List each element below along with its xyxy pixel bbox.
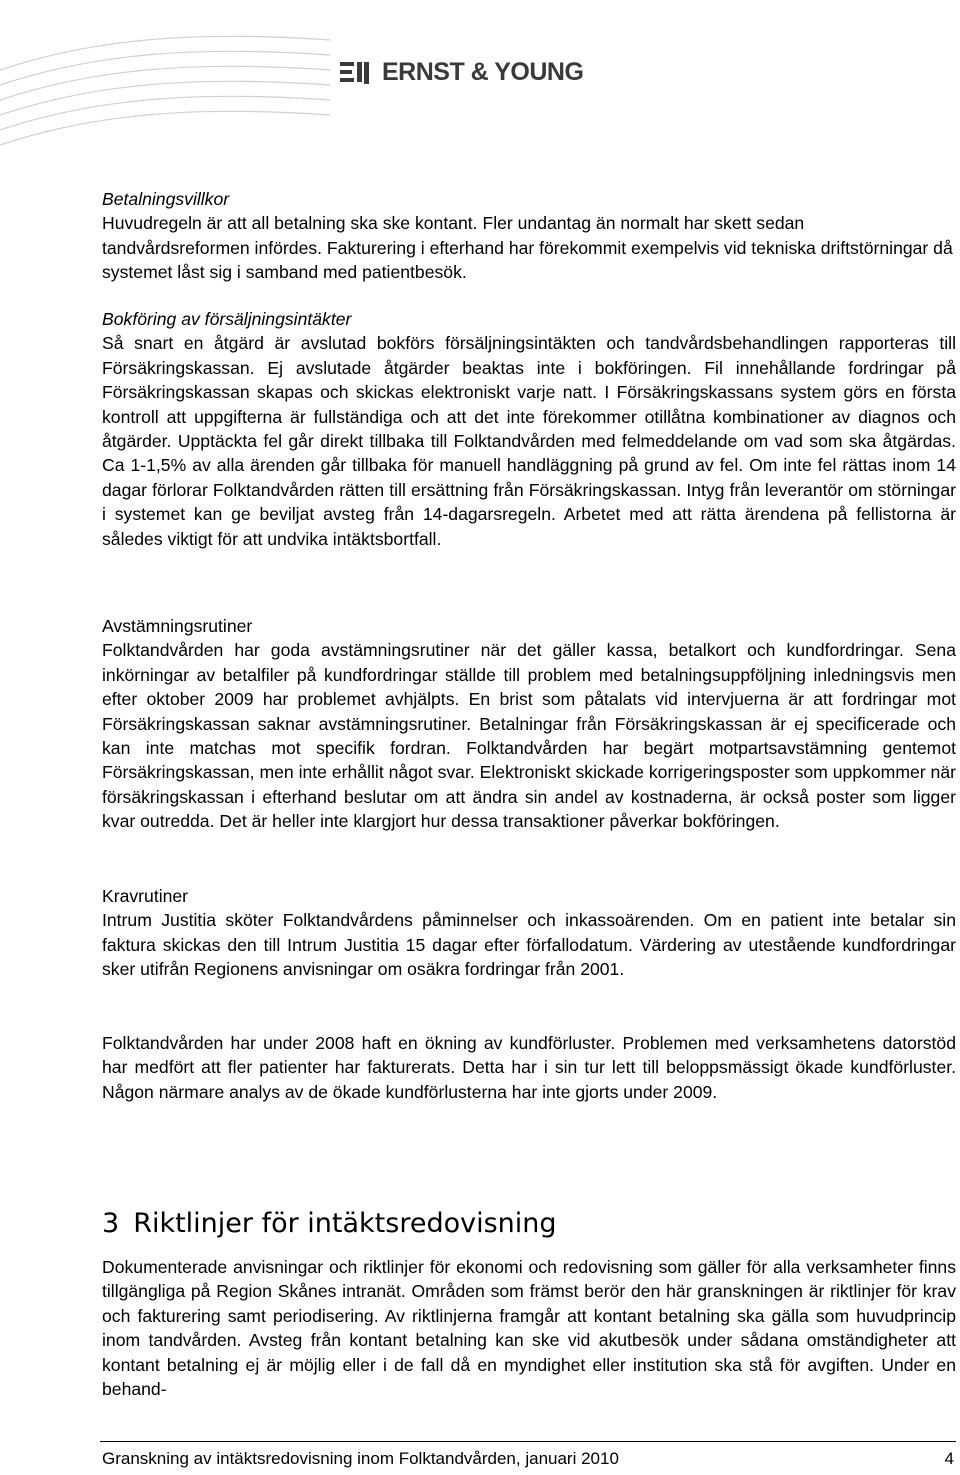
page-footer (102, 1448, 954, 1470)
section-body: Huvudregeln är att all betalning ska ske kontant. Fler undantag än normalt har skett sedan tandvårdsreformen infördes. Fakturering i efterhand har förekommit exempelvis vid tekniska driftstörningar då systemet låst sig i samband med patientbesök. (102, 213, 953, 283)
section-body: Så snart en åtgärd är avslutad bokförs försäljningsintäkten och tandvårdsbehandlingen rapporteras till Försäkringskassan. Ej avslutade åtgärder beaktas inte i bokföringen. Fil innehållande fordringar på Försäkringskassan skapas och skickas elektroniskt varje natt. I Försäkringskassans system görs en första kontroll att uppgifterna är fullständiga och att det inte förekommer otillåtna kombinationer av diagnos och åtgärder. Upptäckta fel går direkt tillbaka till Folktandvården med felmeddelande om vad som ska åtgärdas. Ca 1-1,5% av alla ärenden går tillbaka för manuell handläggning på grund av fel. Om inte fel rättas inom 14 dagar förlorar Folktandvården rätten till ersättning från Försäkringskassan. Intyg från leverantör om störningar i systemet kan ge beviljat avsteg från 14-dagarsregeln. Arbetet med att rätta ärendena på fellistorna är således viktigt för att undvika intäktsbortfall. (102, 333, 956, 549)
section-heading: Bokföring av försäljningsintäkter (102, 309, 352, 329)
chapter-body: Dokumenterade anvisningar och riktlinjer för ekonomi och redovisning som gäller för alla verksamheter finns tillgängliga på Region Skånes intranät. Områden som främst berör den här granskningen är riktlinjer för krav och fakturering samt periodisering. Av riktlinjerna framgår att kontant betalning ska gälla som huvudprincip inom tandvården. Avsteg från kontant betalning kan ske vid akutbesök under sådana omständigheter att kontant betalning ej är möjlig eller i de fall då en myndighet eller institution ska stå för avgiften. Under en behand- (102, 1257, 956, 1400)
section-body: Folktandvården har goda avstämningsrutiner när det gäller kassa, betalkort och kundfordringar. Sena inkörningar av betalfiler på kundfordringar ställde till problem med betalningsuppföljning inledningsvis men efter oktober 2009 har problemet avhjälpts. En brist som påtalats vid intervjuerna är att fordringar mot Försäkringskassan saknar avstämningsrutiner. Betalningar från Försäkringskassan är ej specificerade och kan inte matchas mot specifik fordran. Folktandvården har begärt motpartsavstämning gentemot Försäkringskassan, men inte erhållit något svar. Elektroniskt skickade korrigeringsposter som uppkommer när försäkringskassan i efterhand beslutar om att ändra sin andel av kostnaderna, är också poster som ligger kvar outredda. Det är heller inte klargjort hur dessa transaktioner påverkar bokföringen. (102, 640, 956, 832)
section-heading: Kravrutiner (102, 886, 189, 906)
section-kravrutiner (102, 884, 956, 982)
section-heading: Betalningsvillkor (102, 189, 230, 209)
section-body: Folktandvården har under 2008 haft en ökning av kundförluster. Problemen med verksamhetens datorstöd har medfört att fler patienter har fakturerats. Detta har i sin tur lett till beloppsmässigt ökade kundförluster. Någon närmare analys av de ökade kundförlusterna har inte gjorts under 2009. (102, 1033, 956, 1102)
chapter-intro (102, 1255, 956, 1401)
section-kravrutiner-continued (102, 1031, 956, 1104)
chapter-number: 3 (102, 1208, 120, 1239)
page-number: 4 (944, 1449, 954, 1468)
section-avstamningsrutiner (102, 614, 956, 834)
section-bokforing (102, 307, 956, 551)
section-heading: Avstämningsrutiner (102, 616, 253, 636)
section-body: Intrum Justitia sköter Folktandvårdens påminnelser och inkassoärenden. Om en patient inte betalar sin faktura skickas den till Intrum Justitia 15 dagar efter förfallodatum. Värdering av utestående kundfordringar sker utifrån Regionens anvisningar om osäkra fordringar från 2001. (102, 910, 956, 980)
decorative-curves-icon (0, 0, 330, 160)
section-betalningsvillkor (102, 187, 956, 285)
ey-bars-icon (340, 60, 372, 86)
chapter-title: Riktlinjer för intäktsredovisning (133, 1208, 557, 1239)
footer-divider (100, 1441, 956, 1442)
page-header (0, 0, 960, 160)
ernst-young-logo (340, 58, 583, 87)
chapter-heading (102, 1206, 557, 1242)
logo-text: ERNST & YOUNG (382, 58, 584, 86)
footer-title: Granskning av intäktsredovisning inom Folktandvården, januari 2010 (102, 1449, 619, 1468)
